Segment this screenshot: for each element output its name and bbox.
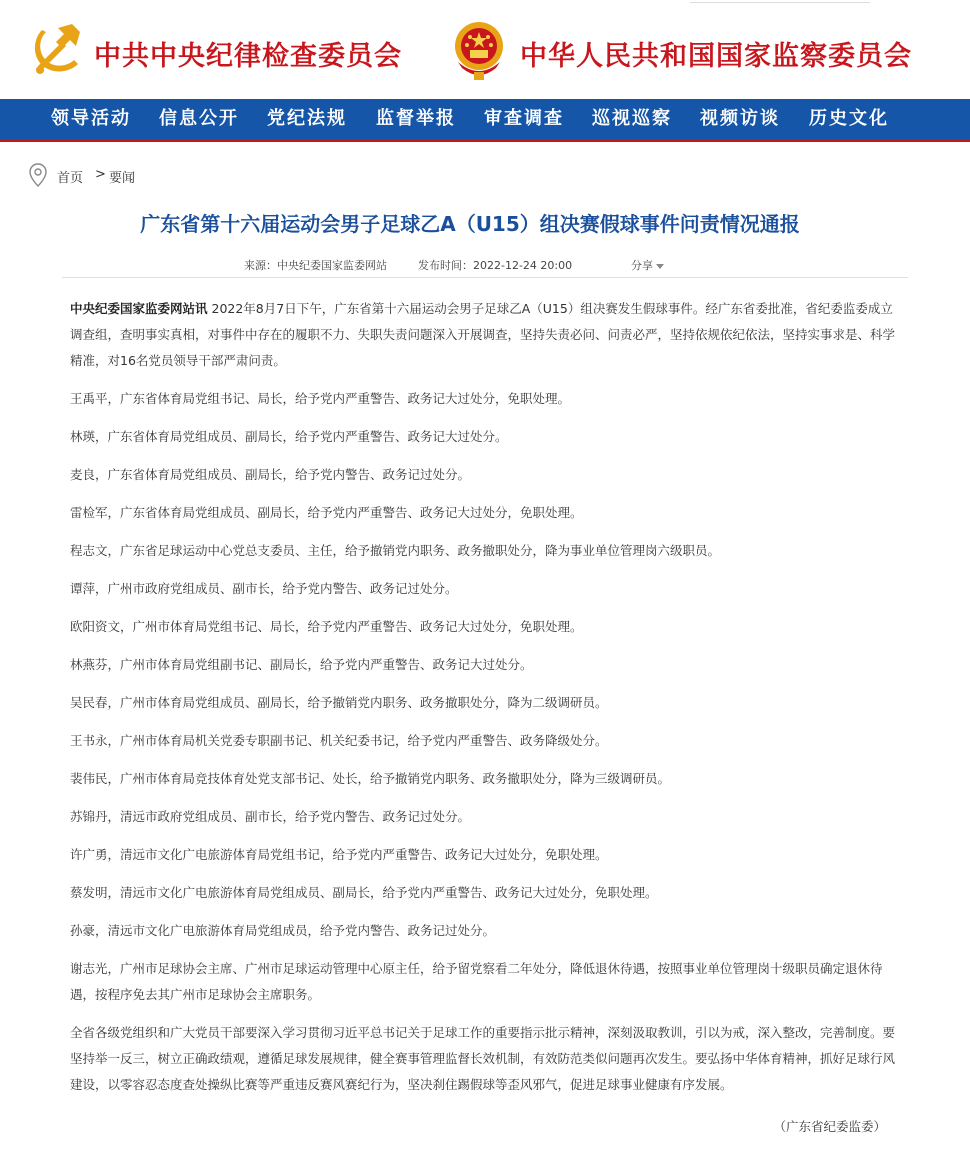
paragraph-7: 欧阳资文，广州市体育局党组书记、局长，给予党内严重警告、政务记大过处分，免职处理。 [70, 619, 583, 634]
nav-item-video[interactable]: 视频访谈 [700, 108, 780, 129]
paragraph-3: 麦良，广东省体育局党组成员、副局长，给予党内警告、政务记过处分。 [70, 467, 471, 482]
nav-item-report[interactable]: 监督举报 [376, 108, 456, 129]
paragraph-15: 孙豪，清远市文化广电旅游体育局党组成员，给予党内警告、政务记过处分。 [70, 923, 496, 938]
paragraph-8: 林燕芬，广州市体育局党组副书记、副局长，给予党内严重警告、政务记大过处分。 [70, 657, 533, 672]
paragraph-11: 裴伟民，广州市体育局竞技体育处党支部书记、处长，给予撤销党内职务、政务撤职处分，降为三级调研员。 [70, 771, 671, 786]
nav-item-leadership[interactable]: 领导活动 [51, 108, 131, 129]
lead-paragraph [70, 296, 900, 374]
nsc-title: 中华人民共和国国家监察委员会 [520, 41, 912, 72]
share-label: 分享 [631, 259, 653, 272]
main-nav [0, 99, 970, 142]
party-emblem-icon [28, 20, 88, 78]
article-signature: （广东省纪委监委） [773, 1119, 886, 1134]
share-button[interactable] [631, 257, 664, 273]
nav-item-info[interactable]: 信息公开 [159, 108, 239, 129]
article-source [244, 257, 387, 273]
nav-item-investigation[interactable]: 审查调查 [484, 108, 564, 129]
paragraph-1: 王禹平，广东省体育局党组书记、局长，给予党内严重警告、政务记大过处分，免职处理。 [70, 391, 571, 406]
article-title: 广东省第十六届运动会男子足球乙A（U15）组决赛假球事件问责情况通报 [140, 212, 800, 236]
nav-item-inspection[interactable]: 巡视巡察 [592, 108, 672, 129]
paragraph-5: 程志文，广东省足球运动中心党总支委员、主任，给予撤销党内职务、政务撤职处分，降为事业单位管理岗六级职员。 [70, 543, 721, 558]
paragraph-6: 谭萍，广州市政府党组成员、副市长，给予党内警告、政务记过处分。 [70, 581, 458, 596]
paragraph-12: 苏锦丹，清远市政府党组成员、副市长，给予党内警告、政务记过处分。 [70, 809, 471, 824]
source-label: 来源： [244, 259, 277, 272]
nav-item-history[interactable]: 历史文化 [809, 108, 889, 129]
date-label: 发布时间： [418, 259, 473, 272]
paragraph-13: 许广勇，清远市文化广电旅游体育局党组书记，给予党内严重警告、政务记大过处分，免职处理。 [70, 847, 608, 862]
national-emblem-icon [448, 18, 510, 82]
article-date [418, 257, 572, 273]
date-value: 2022-12-24 20:00 [473, 259, 573, 272]
paragraph-10: 王书永，广州市体育局机关党委专职副书记、机关纪委书记，给予党内严重警告、政务降级处分。 [70, 733, 608, 748]
ccdi-title: 中共中央纪律检查委员会 [94, 41, 402, 72]
chevron-down-icon [656, 264, 664, 269]
lead-source: 中央纪委国家监委网站讯 [70, 301, 208, 316]
breadcrumb-separator: > [95, 167, 106, 182]
lead-text: 2022年8月7日下午，广东省第十六届运动会男子足球乙A（U15）组决赛发生假球事件。经广东省委批准，省纪委监委成立调查组，查明事实真相，对事件中存在的履职不力、失职失责问题深入开展调查，坚持失责必问、问责必严，坚持依规依纪依法，坚持实事求是、科学精准，对16名党员领导干部严肃问责。 [70, 301, 896, 368]
paragraph-9: 吴民春，广州市体育局党组成员、副局长，给予撤销党内职务、政务撤职处分，降为二级调研员。 [70, 695, 608, 710]
title-divider [62, 277, 908, 278]
breadcrumb-home-link[interactable]: 首页 [57, 171, 84, 186]
breadcrumb-news-link[interactable]: 要闻 [109, 171, 136, 186]
paragraph-2: 林瑛，广东省体育局党组成员、副局长，给予党内严重警告、政务记大过处分。 [70, 429, 508, 444]
article-body [70, 296, 900, 1098]
paragraph-4: 雷检军，广东省体育局党组成员、副局长，给予党内严重警告、政务记大过处分，免职处理。 [70, 505, 583, 520]
location-pin-icon [28, 163, 48, 187]
source-value: 中央纪委国家监委网站 [277, 259, 387, 272]
nav-item-regulations[interactable]: 党纪法规 [267, 108, 347, 129]
paragraph-16: 谢志光，广州市足球协会主席、广州市足球运动管理中心原主任，给予留党察看二年处分，降低退休待遇，按照事业单位管理岗十级职员确定退休待遇，按程序免去其广州市足球协会主席职务。 [70, 961, 883, 1002]
site-header [0, 0, 970, 99]
paragraph-17: 全省各级党组织和广大党员干部要深入学习贯彻习近平总书记关于足球工作的重要指示批示精神，深刻汲取教训，引以为戒，深入整改，完善制度。要坚持举一反三，树立正确政绩观，遵循足球发展规律，健全赛事管理监督长效机制，有效防范类似问题再次发生。要弘扬中华体育精神，抓好足球行风建设，以零容忍态度查处操纵比赛等严重违反赛风赛纪行为，坚决刹住踢假球等歪风邪气，促进足球事业健康有序发展。 [70, 1025, 896, 1092]
paragraph-14: 蔡发明，清远市文化广电旅游体育局党组成员、副局长，给予党内严重警告、政务记大过处分，免职处理。 [70, 885, 658, 900]
